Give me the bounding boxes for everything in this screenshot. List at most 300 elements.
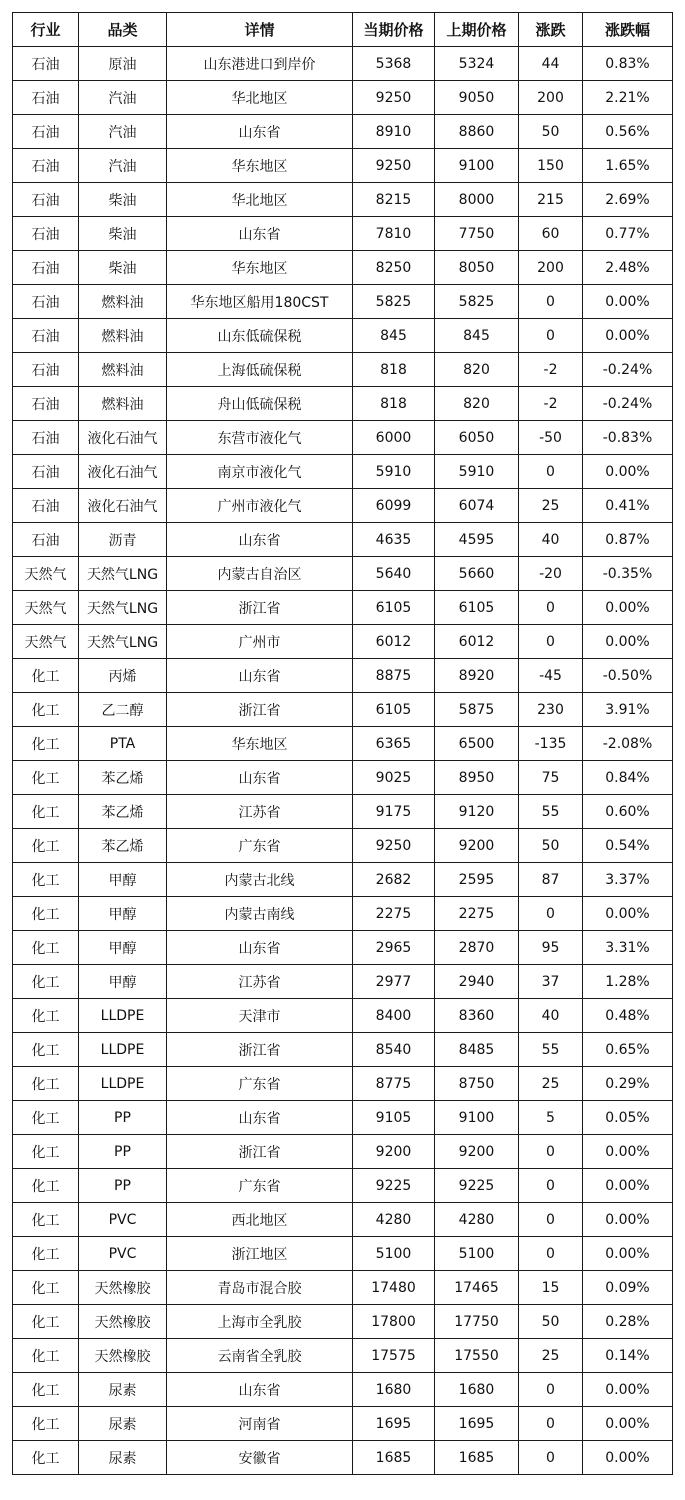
cell-current-price: 818 <box>353 387 435 421</box>
cell-category: 天然气LNG <box>79 557 167 591</box>
cell-category: PVC <box>79 1237 167 1271</box>
cell-change-pct: -0.24% <box>583 353 673 387</box>
cell-detail: 安徽省 <box>167 1441 353 1475</box>
cell-change: 0 <box>519 591 583 625</box>
cell-previous-price: 1685 <box>435 1441 519 1475</box>
cell-detail: 内蒙古南线 <box>167 897 353 931</box>
cell-current-price: 17480 <box>353 1271 435 1305</box>
cell-current-price: 9250 <box>353 149 435 183</box>
cell-change-pct: 0.05% <box>583 1101 673 1135</box>
cell-current-price: 6365 <box>353 727 435 761</box>
cell-previous-price: 9050 <box>435 81 519 115</box>
cell-industry: 石油 <box>13 489 79 523</box>
cell-industry: 天然气 <box>13 591 79 625</box>
header-category: 品类 <box>79 13 167 47</box>
cell-change-pct: 0.48% <box>583 999 673 1033</box>
cell-current-price: 1680 <box>353 1373 435 1407</box>
cell-category: 柴油 <box>79 217 167 251</box>
cell-change: 40 <box>519 999 583 1033</box>
cell-industry: 化工 <box>13 761 79 795</box>
cell-change: 50 <box>519 829 583 863</box>
cell-change-pct: 0.00% <box>583 1135 673 1169</box>
cell-detail: 华北地区 <box>167 183 353 217</box>
cell-current-price: 8540 <box>353 1033 435 1067</box>
cell-change: 0 <box>519 625 583 659</box>
cell-previous-price: 17550 <box>435 1339 519 1373</box>
cell-previous-price: 2275 <box>435 897 519 931</box>
cell-detail: 浙江省 <box>167 693 353 727</box>
table-row <box>13 659 673 693</box>
table-row <box>13 761 673 795</box>
cell-change-pct: -0.83% <box>583 421 673 455</box>
table-row <box>13 455 673 489</box>
table-row <box>13 251 673 285</box>
cell-previous-price: 5910 <box>435 455 519 489</box>
cell-change-pct: 0.29% <box>583 1067 673 1101</box>
cell-current-price: 8400 <box>353 999 435 1033</box>
cell-category: PP <box>79 1101 167 1135</box>
table-row <box>13 285 673 319</box>
cell-current-price: 6012 <box>353 625 435 659</box>
table-row <box>13 965 673 999</box>
cell-previous-price: 6012 <box>435 625 519 659</box>
cell-detail: 江苏省 <box>167 965 353 999</box>
cell-industry: 石油 <box>13 115 79 149</box>
cell-detail: 云南省全乳胶 <box>167 1339 353 1373</box>
cell-detail: 浙江省 <box>167 591 353 625</box>
cell-current-price: 8875 <box>353 659 435 693</box>
cell-change: 44 <box>519 47 583 81</box>
cell-change: 37 <box>519 965 583 999</box>
cell-current-price: 5910 <box>353 455 435 489</box>
cell-industry: 石油 <box>13 421 79 455</box>
cell-previous-price: 4280 <box>435 1203 519 1237</box>
cell-change-pct: 0.65% <box>583 1033 673 1067</box>
cell-industry: 化工 <box>13 863 79 897</box>
cell-previous-price: 9120 <box>435 795 519 829</box>
cell-previous-price: 17750 <box>435 1305 519 1339</box>
table-row <box>13 1373 673 1407</box>
cell-previous-price: 8920 <box>435 659 519 693</box>
cell-category: 液化石油气 <box>79 455 167 489</box>
cell-previous-price: 5875 <box>435 693 519 727</box>
table-row <box>13 557 673 591</box>
cell-category: 天然气LNG <box>79 625 167 659</box>
cell-current-price: 8775 <box>353 1067 435 1101</box>
table-row <box>13 693 673 727</box>
cell-change: 25 <box>519 1067 583 1101</box>
cell-change-pct: 0.54% <box>583 829 673 863</box>
cell-change-pct: -0.35% <box>583 557 673 591</box>
cell-detail: 广东省 <box>167 1169 353 1203</box>
table-row <box>13 1237 673 1271</box>
cell-change-pct: 0.00% <box>583 1441 673 1475</box>
cell-detail: 山东省 <box>167 523 353 557</box>
table-row <box>13 1033 673 1067</box>
cell-industry: 化工 <box>13 1169 79 1203</box>
table-row <box>13 115 673 149</box>
cell-category: 天然橡胶 <box>79 1271 167 1305</box>
cell-previous-price: 8360 <box>435 999 519 1033</box>
table-header-row <box>13 13 673 47</box>
cell-change-pct: 0.77% <box>583 217 673 251</box>
cell-category: 柴油 <box>79 251 167 285</box>
cell-previous-price: 8950 <box>435 761 519 795</box>
cell-detail: 山东省 <box>167 1101 353 1135</box>
table-row <box>13 1441 673 1475</box>
table-row <box>13 1407 673 1441</box>
cell-category: 甲醇 <box>79 863 167 897</box>
cell-change: 200 <box>519 81 583 115</box>
cell-current-price: 8910 <box>353 115 435 149</box>
cell-industry: 化工 <box>13 727 79 761</box>
table-row <box>13 81 673 115</box>
cell-change: 0 <box>519 1373 583 1407</box>
cell-previous-price: 9225 <box>435 1169 519 1203</box>
cell-change: 25 <box>519 489 583 523</box>
cell-detail: 广州市 <box>167 625 353 659</box>
table-row <box>13 1135 673 1169</box>
cell-detail: 山东省 <box>167 115 353 149</box>
cell-change: 60 <box>519 217 583 251</box>
cell-previous-price: 8860 <box>435 115 519 149</box>
cell-detail: 华东地区船用180CST <box>167 285 353 319</box>
cell-category: 苯乙烯 <box>79 795 167 829</box>
cell-previous-price: 5324 <box>435 47 519 81</box>
cell-current-price: 2965 <box>353 931 435 965</box>
cell-detail: 华东地区 <box>167 251 353 285</box>
cell-category: PP <box>79 1169 167 1203</box>
cell-change: 215 <box>519 183 583 217</box>
cell-change-pct: 0.00% <box>583 1169 673 1203</box>
cell-change: 0 <box>519 1237 583 1271</box>
cell-category: 燃料油 <box>79 319 167 353</box>
table-row <box>13 387 673 421</box>
cell-current-price: 845 <box>353 319 435 353</box>
cell-category: 沥青 <box>79 523 167 557</box>
cell-category: 汽油 <box>79 115 167 149</box>
cell-category: 燃料油 <box>79 285 167 319</box>
cell-change-pct: 0.00% <box>583 591 673 625</box>
cell-change: -45 <box>519 659 583 693</box>
cell-industry: 石油 <box>13 251 79 285</box>
cell-industry: 化工 <box>13 965 79 999</box>
cell-change-pct: 3.31% <box>583 931 673 965</box>
cell-change-pct: 0.00% <box>583 1373 673 1407</box>
table-body <box>13 47 673 1475</box>
cell-current-price: 6105 <box>353 693 435 727</box>
cell-current-price: 4280 <box>353 1203 435 1237</box>
cell-change-pct: 3.91% <box>583 693 673 727</box>
cell-industry: 化工 <box>13 829 79 863</box>
cell-industry: 化工 <box>13 931 79 965</box>
cell-industry: 石油 <box>13 217 79 251</box>
cell-category: 液化石油气 <box>79 489 167 523</box>
cell-previous-price: 8485 <box>435 1033 519 1067</box>
header-detail: 详情 <box>167 13 353 47</box>
cell-change: 95 <box>519 931 583 965</box>
cell-change: -2 <box>519 387 583 421</box>
cell-detail: 山东低硫保税 <box>167 319 353 353</box>
cell-change-pct: 0.84% <box>583 761 673 795</box>
cell-current-price: 5100 <box>353 1237 435 1271</box>
cell-detail: 舟山低硫保税 <box>167 387 353 421</box>
cell-category: PTA <box>79 727 167 761</box>
cell-change: 50 <box>519 115 583 149</box>
cell-change-pct: 0.00% <box>583 1407 673 1441</box>
cell-category: 甲醇 <box>79 931 167 965</box>
cell-current-price: 6099 <box>353 489 435 523</box>
table-row <box>13 1305 673 1339</box>
cell-change-pct: 1.28% <box>583 965 673 999</box>
table-row <box>13 727 673 761</box>
cell-category: 甲醇 <box>79 965 167 999</box>
cell-previous-price: 9100 <box>435 149 519 183</box>
cell-change: 230 <box>519 693 583 727</box>
cell-industry: 石油 <box>13 319 79 353</box>
cell-detail: 浙江省 <box>167 1135 353 1169</box>
cell-category: PP <box>79 1135 167 1169</box>
cell-industry: 石油 <box>13 183 79 217</box>
cell-detail: 山东省 <box>167 659 353 693</box>
cell-current-price: 8250 <box>353 251 435 285</box>
cell-previous-price: 9100 <box>435 1101 519 1135</box>
table-row <box>13 1101 673 1135</box>
cell-change-pct: 0.28% <box>583 1305 673 1339</box>
cell-previous-price: 2940 <box>435 965 519 999</box>
cell-change: 200 <box>519 251 583 285</box>
cell-change: 25 <box>519 1339 583 1373</box>
cell-category: 甲醇 <box>79 897 167 931</box>
table-row <box>13 421 673 455</box>
cell-previous-price: 5825 <box>435 285 519 319</box>
cell-current-price: 4635 <box>353 523 435 557</box>
cell-category: 尿素 <box>79 1441 167 1475</box>
cell-change: 55 <box>519 795 583 829</box>
cell-previous-price: 2870 <box>435 931 519 965</box>
cell-change-pct: 0.00% <box>583 1237 673 1271</box>
cell-current-price: 17800 <box>353 1305 435 1339</box>
cell-previous-price: 7750 <box>435 217 519 251</box>
cell-detail: 山东省 <box>167 217 353 251</box>
cell-change: 0 <box>519 897 583 931</box>
header-current-price: 当期价格 <box>353 13 435 47</box>
cell-previous-price: 17465 <box>435 1271 519 1305</box>
cell-detail: 西北地区 <box>167 1203 353 1237</box>
table-row <box>13 1169 673 1203</box>
cell-previous-price: 6105 <box>435 591 519 625</box>
cell-previous-price: 9200 <box>435 829 519 863</box>
cell-detail: 广东省 <box>167 829 353 863</box>
cell-detail: 河南省 <box>167 1407 353 1441</box>
cell-industry: 化工 <box>13 1067 79 1101</box>
cell-previous-price: 8050 <box>435 251 519 285</box>
cell-detail: 华东地区 <box>167 727 353 761</box>
table-row <box>13 863 673 897</box>
cell-category: 苯乙烯 <box>79 829 167 863</box>
cell-previous-price: 9200 <box>435 1135 519 1169</box>
cell-category: 乙二醇 <box>79 693 167 727</box>
cell-change-pct: 0.00% <box>583 897 673 931</box>
table-row <box>13 353 673 387</box>
cell-previous-price: 2595 <box>435 863 519 897</box>
cell-change-pct: -2.08% <box>583 727 673 761</box>
cell-change: 0 <box>519 1203 583 1237</box>
cell-industry: 天然气 <box>13 625 79 659</box>
cell-industry: 化工 <box>13 659 79 693</box>
cell-change: 50 <box>519 1305 583 1339</box>
cell-category: 燃料油 <box>79 353 167 387</box>
cell-industry: 化工 <box>13 1339 79 1373</box>
cell-current-price: 6000 <box>353 421 435 455</box>
cell-current-price: 7810 <box>353 217 435 251</box>
cell-category: 汽油 <box>79 81 167 115</box>
cell-category: 丙烯 <box>79 659 167 693</box>
cell-category: 天然橡胶 <box>79 1305 167 1339</box>
cell-industry: 天然气 <box>13 557 79 591</box>
cell-category: 苯乙烯 <box>79 761 167 795</box>
cell-change-pct: 1.65% <box>583 149 673 183</box>
table-row <box>13 523 673 557</box>
cell-detail: 浙江地区 <box>167 1237 353 1271</box>
header-industry: 行业 <box>13 13 79 47</box>
cell-detail: 华东地区 <box>167 149 353 183</box>
cell-change: 0 <box>519 1407 583 1441</box>
cell-detail: 山东省 <box>167 1373 353 1407</box>
cell-change-pct: 0.00% <box>583 285 673 319</box>
cell-industry: 石油 <box>13 455 79 489</box>
cell-change-pct: 3.37% <box>583 863 673 897</box>
cell-previous-price: 820 <box>435 387 519 421</box>
table-row <box>13 149 673 183</box>
table-row <box>13 489 673 523</box>
cell-category: 燃料油 <box>79 387 167 421</box>
header-previous-price: 上期价格 <box>435 13 519 47</box>
cell-category: PVC <box>79 1203 167 1237</box>
table-row <box>13 897 673 931</box>
cell-current-price: 17575 <box>353 1339 435 1373</box>
cell-industry: 化工 <box>13 1305 79 1339</box>
cell-change: 0 <box>519 319 583 353</box>
cell-detail: 东营市液化气 <box>167 421 353 455</box>
cell-current-price: 1695 <box>353 1407 435 1441</box>
cell-industry: 化工 <box>13 1135 79 1169</box>
cell-change: 75 <box>519 761 583 795</box>
table-row <box>13 591 673 625</box>
cell-category: 液化石油气 <box>79 421 167 455</box>
cell-industry: 化工 <box>13 1373 79 1407</box>
table-row <box>13 829 673 863</box>
cell-change-pct: -0.24% <box>583 387 673 421</box>
cell-category: 汽油 <box>79 149 167 183</box>
cell-current-price: 8215 <box>353 183 435 217</box>
cell-detail: 上海低硫保税 <box>167 353 353 387</box>
cell-category: LLDPE <box>79 1033 167 1067</box>
cell-detail: 广州市液化气 <box>167 489 353 523</box>
cell-detail: 天津市 <box>167 999 353 1033</box>
table-row <box>13 1339 673 1373</box>
cell-industry: 化工 <box>13 1203 79 1237</box>
table-row <box>13 319 673 353</box>
cell-current-price: 9250 <box>353 829 435 863</box>
cell-industry: 石油 <box>13 353 79 387</box>
cell-change: 150 <box>519 149 583 183</box>
cell-change: 87 <box>519 863 583 897</box>
cell-change: -20 <box>519 557 583 591</box>
cell-change: 55 <box>519 1033 583 1067</box>
cell-detail: 上海市全乳胶 <box>167 1305 353 1339</box>
cell-previous-price: 1695 <box>435 1407 519 1441</box>
cell-industry: 石油 <box>13 387 79 421</box>
cell-previous-price: 820 <box>435 353 519 387</box>
cell-current-price: 9175 <box>353 795 435 829</box>
cell-industry: 化工 <box>13 1271 79 1305</box>
cell-change: 5 <box>519 1101 583 1135</box>
cell-change-pct: 2.48% <box>583 251 673 285</box>
cell-current-price: 1685 <box>353 1441 435 1475</box>
cell-change-pct: -0.50% <box>583 659 673 693</box>
cell-change-pct: 0.14% <box>583 1339 673 1373</box>
cell-current-price: 2275 <box>353 897 435 931</box>
cell-industry: 石油 <box>13 523 79 557</box>
cell-current-price: 5368 <box>353 47 435 81</box>
cell-previous-price: 6050 <box>435 421 519 455</box>
cell-change-pct: 0.00% <box>583 455 673 489</box>
table-row <box>13 1067 673 1101</box>
cell-industry: 石油 <box>13 285 79 319</box>
cell-industry: 化工 <box>13 1441 79 1475</box>
cell-previous-price: 4595 <box>435 523 519 557</box>
cell-previous-price: 845 <box>435 319 519 353</box>
cell-detail: 内蒙古自治区 <box>167 557 353 591</box>
table-row <box>13 1271 673 1305</box>
cell-detail: 山东省 <box>167 761 353 795</box>
cell-change: -50 <box>519 421 583 455</box>
cell-change-pct: 2.21% <box>583 81 673 115</box>
cell-change-pct: 2.69% <box>583 183 673 217</box>
cell-industry: 化工 <box>13 999 79 1033</box>
cell-current-price: 9025 <box>353 761 435 795</box>
cell-current-price: 9105 <box>353 1101 435 1135</box>
cell-change-pct: 0.83% <box>583 47 673 81</box>
cell-industry: 化工 <box>13 693 79 727</box>
cell-industry: 化工 <box>13 1237 79 1271</box>
table-row <box>13 183 673 217</box>
table-row <box>13 795 673 829</box>
cell-change-pct: 0.56% <box>583 115 673 149</box>
cell-change-pct: 0.09% <box>583 1271 673 1305</box>
cell-detail: 山东省 <box>167 931 353 965</box>
cell-change: 0 <box>519 285 583 319</box>
cell-previous-price: 6500 <box>435 727 519 761</box>
cell-category: 原油 <box>79 47 167 81</box>
cell-category: 天然橡胶 <box>79 1339 167 1373</box>
cell-detail: 江苏省 <box>167 795 353 829</box>
cell-detail: 青岛市混合胶 <box>167 1271 353 1305</box>
table-row <box>13 47 673 81</box>
table-row <box>13 1203 673 1237</box>
cell-change: 0 <box>519 1441 583 1475</box>
cell-change: -135 <box>519 727 583 761</box>
cell-change: 0 <box>519 455 583 489</box>
cell-industry: 化工 <box>13 1033 79 1067</box>
cell-current-price: 6105 <box>353 591 435 625</box>
cell-industry: 化工 <box>13 897 79 931</box>
header-change: 涨跌 <box>519 13 583 47</box>
cell-previous-price: 6074 <box>435 489 519 523</box>
cell-previous-price: 8000 <box>435 183 519 217</box>
cell-industry: 石油 <box>13 81 79 115</box>
